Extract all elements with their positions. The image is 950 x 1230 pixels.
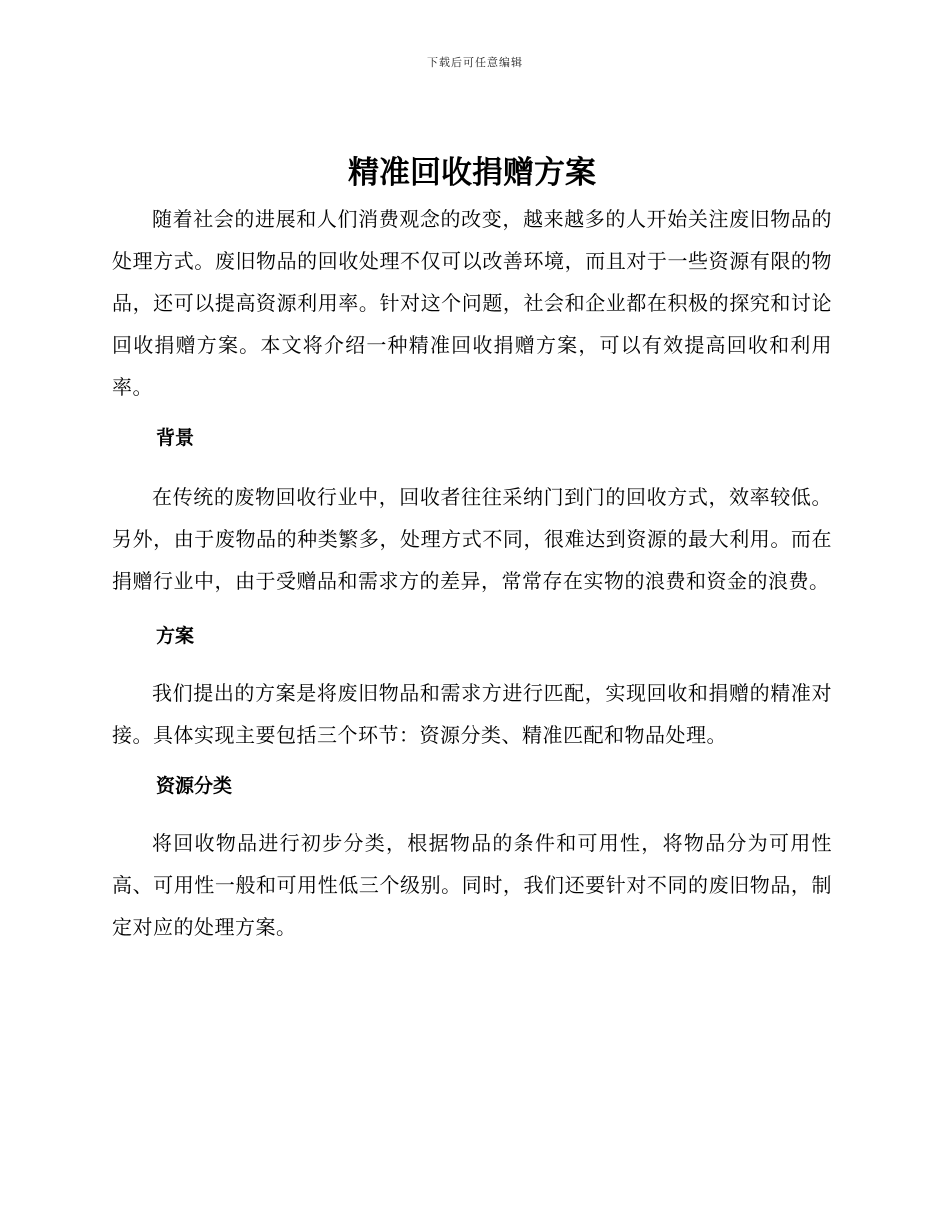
document-content — [112, 148, 832, 948]
section-body-classification: 将回收物品进行初步分类，根据物品的条件和可用性，将物品分为可用性高、可用性一般和可用性低三个级别。同时，我们还要针对不同的废旧物品，制定对应的处理方案。 — [112, 831, 832, 939]
section-body-background: 在传统的废物回收行业中，回收者往往采纳门到门的回收方式，效率较低。另外，由于废物品的种类繁多，处理方式不同，很难达到资源的最大利用。而在捐赠行业中，由于受赠品和需求方的差异，常常存在实物的浪费和资金的浪费。 — [112, 485, 832, 593]
section-heading-classification: 资源分类 — [156, 775, 233, 797]
section-heading-background: 背景 — [156, 427, 195, 449]
section-heading-plan: 方案 — [156, 625, 195, 647]
intro-paragraph: 随着社会的进展和人们消费观念的改变，越来越多的人开始关注废旧物品的处理方式。废旧物品的回收处理不仅可以改善环境，而且对于一些资源有限的物品，还可以提高资源利用率。针对这个问题，社会和企业都在积极的探究和讨论回收捐赠方案。本文将介绍一种精准回收捐赠方案，可以有效提高回收和利用率。 — [112, 207, 832, 399]
section-body-plan: 我们提出的方案是将废旧物品和需求方进行匹配，实现回收和捐赠的精准对接。具体实现主要包括三个环节：资源分类、精准匹配和物品处理。 — [112, 681, 832, 747]
document-title: 精准回收捐赠方案 — [348, 155, 596, 191]
header-note: 下载后可任意编辑 — [427, 56, 523, 69]
